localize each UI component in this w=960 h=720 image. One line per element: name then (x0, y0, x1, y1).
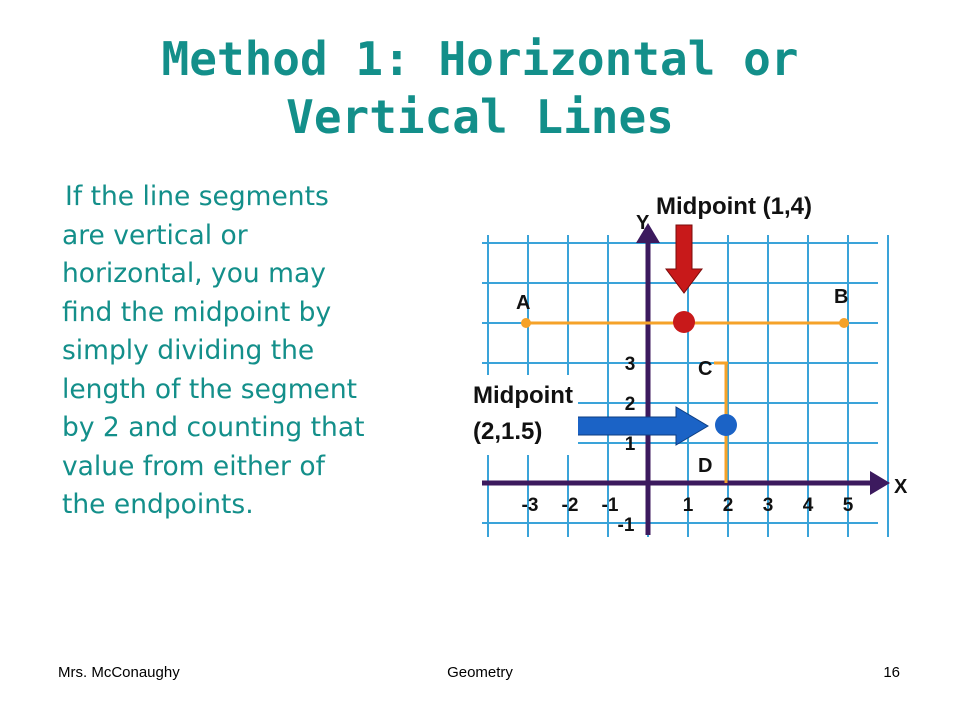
point-b-dot (839, 318, 849, 328)
x-tick-label: 4 (802, 495, 814, 516)
body-line-8: value from either of (62, 450, 325, 482)
x-tick-label: -2 (561, 495, 579, 516)
point-c-label: C (698, 358, 713, 380)
y-tick-label: 3 (624, 354, 636, 375)
callout-top: Midpoint (1,4) (656, 193, 812, 220)
y-tick-label: -1 (617, 515, 635, 536)
point-b-label: B (834, 286, 849, 308)
y-tick-label: 2 (624, 394, 636, 415)
coordinate-plane (470, 185, 910, 540)
x-tick-label: 3 (762, 495, 774, 516)
footer-author: Mrs. McConaughy (58, 664, 180, 681)
x-tick-label: -1 (601, 495, 619, 516)
coordinate-figure (470, 185, 910, 540)
point-a-label: A (516, 292, 531, 314)
body-line-4: find the midpoint by (62, 296, 332, 328)
body-line-3: horizontal, you may (62, 258, 326, 289)
y-tick-label: 1 (624, 434, 636, 455)
footer-course: Geometry (447, 664, 513, 681)
callout-left-line-2: (2,1.5) (473, 418, 543, 445)
blue-arrow-icon (566, 407, 708, 445)
footer-page-number: 16 (883, 664, 900, 681)
x-tick-label: 1 (682, 495, 694, 516)
body-line-2: are vertical or (62, 219, 248, 251)
slide-title (0, 30, 960, 146)
body-line-1: If the line segments (65, 181, 329, 212)
point-a-dot (521, 318, 531, 328)
midpoint-red-dot (673, 311, 695, 333)
callout-left-line-1: Midpoint (473, 382, 573, 409)
body-line-9: the endpoints. (62, 489, 254, 520)
axis-label-y: Y (636, 212, 650, 234)
midpoint-blue-dot (715, 414, 737, 436)
title-line-2: Vertical Lines (286, 90, 674, 144)
body-line-5: simply dividing the (62, 335, 315, 366)
axis-label-x: X (894, 476, 908, 498)
title-line-1: Method 1: Horizontal or (161, 32, 799, 86)
point-d-label: D (698, 455, 713, 477)
x-tick-label: -3 (521, 495, 539, 516)
body-line-6: length of the segment (62, 373, 358, 405)
x-tick-label: 2 (722, 495, 734, 516)
x-tick-label: 5 (842, 495, 854, 516)
body-text (62, 178, 462, 525)
body-line-7: by 2 and counting that (62, 412, 365, 443)
